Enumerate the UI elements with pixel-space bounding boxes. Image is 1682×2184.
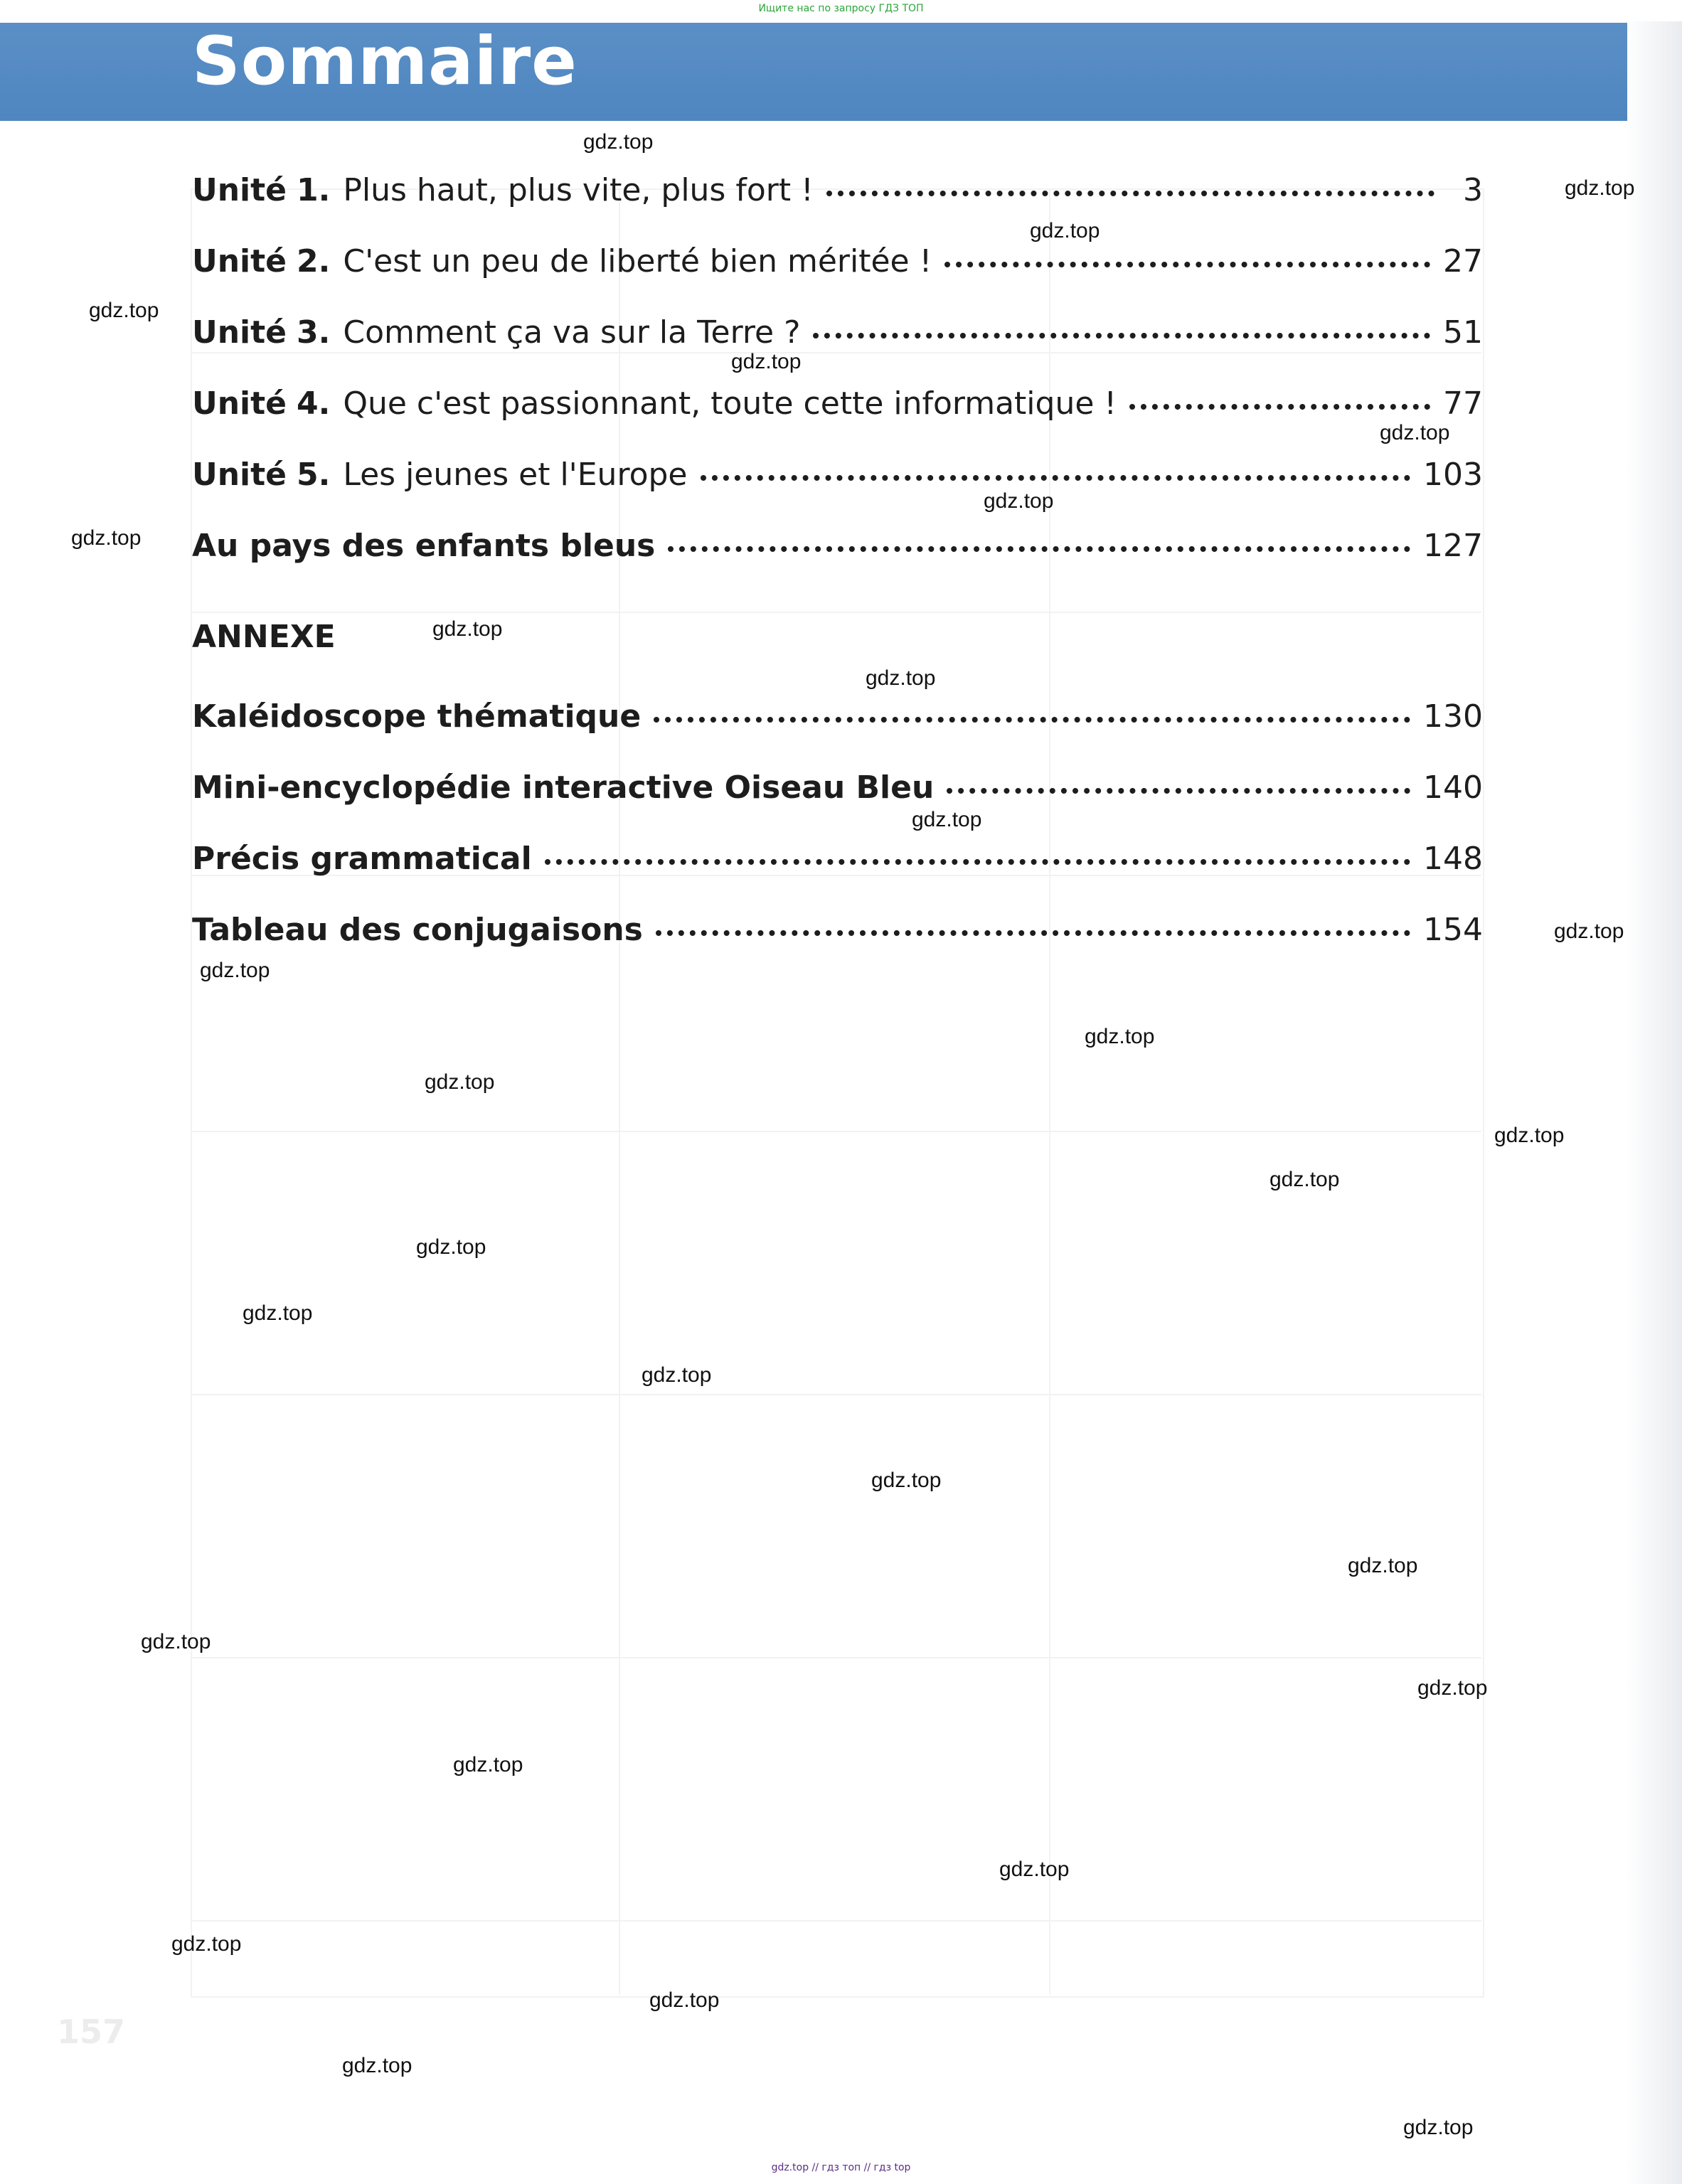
- section-title: Mini-encyclopédie interactive Oiseau Bleu: [192, 769, 935, 806]
- watermark: gdz.top: [89, 299, 159, 322]
- dot-leader: [1129, 373, 1430, 410]
- unit-number: 3.: [297, 314, 331, 351]
- unit-number: 2.: [297, 243, 331, 279]
- watermark: gdz.top: [1565, 176, 1635, 200]
- watermark: gdz.top: [984, 489, 1054, 513]
- watermark: gdz.top: [1417, 1676, 1488, 1700]
- section-title: Au pays des enfants bleus: [192, 528, 656, 564]
- show-through-row-line: [191, 1131, 1481, 1132]
- watermark: gdz.top: [342, 2054, 412, 2077]
- watermark: gdz.top: [425, 1070, 495, 1094]
- unit-title: Que c'est passionnant, toute cette informatique !: [343, 385, 1117, 422]
- toc-entry-unit-3: [192, 306, 1483, 356]
- show-through-row-line: [191, 612, 1481, 613]
- unit-number: 5.: [297, 457, 331, 493]
- dot-leader: [701, 444, 1411, 481]
- toc-entry-unit-1: [192, 164, 1483, 213]
- toc-entry-kaleidoscope: [192, 690, 1483, 740]
- toc-entry-unit-2: [192, 235, 1483, 284]
- watermark: gdz.top: [871, 1469, 942, 1492]
- watermark: gdz.top: [731, 350, 802, 373]
- watermark: gdz.top: [583, 130, 654, 154]
- watermark: gdz.top: [866, 666, 936, 690]
- watermark: gdz.top: [71, 526, 142, 550]
- dot-leader: [545, 828, 1410, 865]
- show-through-row-line: [191, 1657, 1481, 1658]
- watermark: gdz.top: [1030, 219, 1100, 243]
- watermark: gdz.top: [453, 1753, 523, 1777]
- page-title: Sommaire: [192, 23, 577, 100]
- dot-leader: [826, 159, 1435, 196]
- toc-entry-unit-5: [192, 448, 1483, 498]
- bottom-note: gdz.top // гдз топ // гдз top: [771, 2162, 911, 2173]
- unit-number: 4.: [297, 385, 331, 422]
- watermark: gdz.top: [416, 1235, 486, 1259]
- watermark: gdz.top: [1403, 2116, 1474, 2139]
- watermark: gdz.top: [1348, 1554, 1418, 1577]
- dot-leader: [944, 230, 1430, 267]
- unit-title: Comment ça va sur la Terre ?: [343, 314, 801, 351]
- toc-entry-enfants-bleus: [192, 519, 1483, 569]
- watermark: gdz.top: [141, 1630, 211, 1653]
- annexe-heading-row: [192, 619, 1483, 668]
- page-number: 103: [1423, 457, 1483, 493]
- unit-label: Unité: [192, 457, 287, 493]
- dot-leader: [813, 302, 1430, 339]
- page-number: 140: [1423, 769, 1483, 806]
- page-number: 51: [1443, 314, 1483, 351]
- dot-leader: [947, 757, 1410, 794]
- page-number: 27: [1443, 243, 1483, 279]
- watermark: gdz.top: [1554, 920, 1624, 943]
- watermark: gdz.top: [912, 808, 982, 831]
- page-number: 154: [1423, 912, 1483, 948]
- watermark: gdz.top: [1380, 421, 1450, 444]
- toc-entry-unit-4: [192, 377, 1483, 427]
- section-title: Précis grammatical: [192, 841, 532, 877]
- watermark: gdz.top: [642, 1363, 712, 1387]
- toc-entry-precis-grammatical: [192, 832, 1483, 882]
- unit-label: Unité: [192, 385, 287, 422]
- watermark: gdz.top: [243, 1301, 313, 1325]
- dot-leader: [656, 899, 1410, 936]
- unit-title: Les jeunes et l'Europe: [343, 457, 688, 493]
- top-note: Ищите нас по запросу ГДЗ ТОП: [758, 3, 924, 14]
- dot-leader: [654, 686, 1410, 723]
- section-title: Kaléidoscope thématique: [192, 698, 642, 735]
- page-number: 127: [1423, 528, 1483, 564]
- section-title: Tableau des conjugaisons: [192, 912, 643, 948]
- show-through-row-line: [191, 1920, 1481, 1922]
- watermark: gdz.top: [1270, 1168, 1340, 1191]
- watermark: gdz.top: [432, 617, 503, 641]
- page-number: 130: [1423, 698, 1483, 735]
- show-through-page-number: 157: [57, 2013, 126, 2051]
- page-number: 3: [1463, 172, 1483, 208]
- watermark: gdz.top: [999, 1858, 1070, 1881]
- page-number: 77: [1443, 385, 1483, 422]
- unit-title: C'est un peu de liberté bien méritée !: [343, 243, 932, 279]
- toc-entry-mini-encyclopedie: [192, 761, 1483, 811]
- toc-entry-tableau-conjugaisons: [192, 903, 1483, 953]
- watermark: gdz.top: [200, 959, 270, 982]
- unit-label: Unité: [192, 314, 287, 351]
- unit-label: Unité: [192, 243, 287, 279]
- dot-leader: [668, 515, 1410, 552]
- annexe-heading: ANNEXE: [192, 619, 336, 655]
- watermark: gdz.top: [1494, 1124, 1565, 1147]
- show-through-row-line: [191, 1394, 1481, 1395]
- unit-title: Plus haut, plus vite, plus fort !: [343, 172, 814, 208]
- page-edge-shadow: [1625, 21, 1682, 2184]
- watermark: gdz.top: [1085, 1025, 1155, 1048]
- watermark: gdz.top: [171, 1932, 242, 1956]
- watermark: gdz.top: [649, 1988, 720, 2012]
- unit-number: 1.: [297, 172, 331, 208]
- page-number: 148: [1423, 841, 1483, 877]
- unit-label: Unité: [192, 172, 287, 208]
